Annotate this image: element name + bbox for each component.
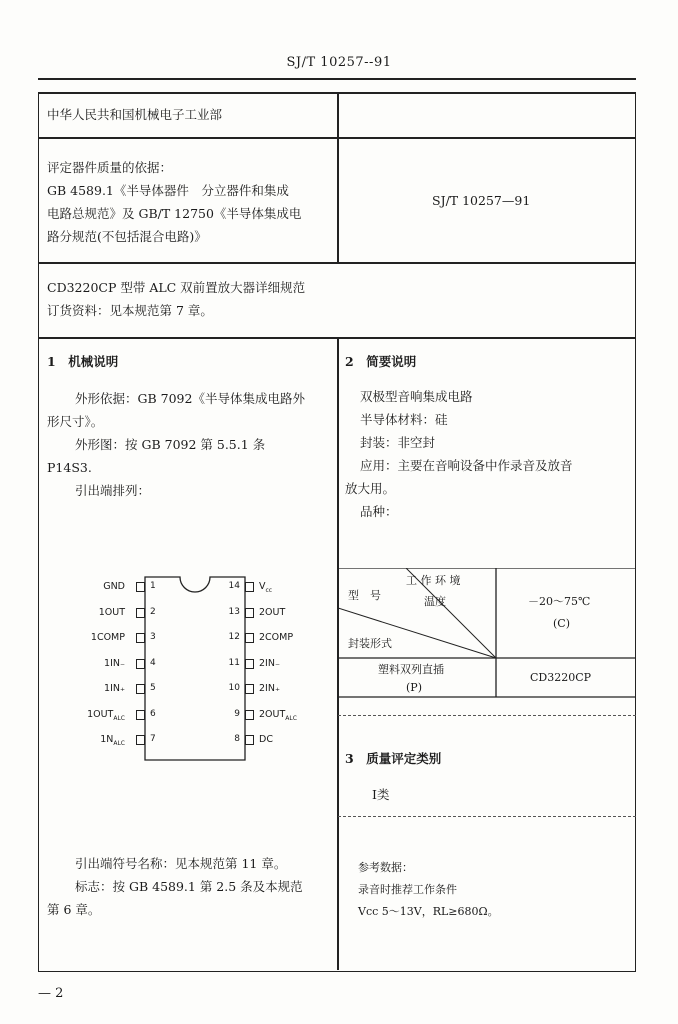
pin-label-left-4: 1IN₋: [104, 657, 125, 669]
head-pkg: 封装形式: [348, 637, 392, 650]
pin-label-right-12: 2COMP: [259, 632, 294, 643]
pin-number-2: 2: [150, 606, 156, 617]
head-env: 工 作 环 境: [406, 574, 461, 587]
s1-footer-1: 引出端符号名称：见本规范第 11 章。: [75, 856, 287, 871]
quality-class: Ⅰ类: [372, 787, 390, 802]
pkg-name: 塑料双列直插: [378, 663, 444, 676]
order-info: 订货资料：见本规范第 7 章。: [47, 303, 213, 318]
dash-rule-1: [338, 715, 636, 717]
s2-line-5: 放大用。: [345, 481, 396, 496]
basis-line-3: 路分规范(不包括混合电路)》: [47, 229, 207, 244]
pin-number-6: 6: [150, 708, 156, 719]
pin-label-left-5: 1IN₊: [104, 683, 125, 694]
s1-line-5: 引出端排列：: [75, 483, 151, 498]
s1-footer-2: 标志：按 GB 4589.1 第 2.5 条及本规范: [75, 879, 303, 894]
pin-number-5: 5: [150, 683, 156, 693]
pin-label-right-11: 2IN₋: [259, 657, 280, 669]
ref-line-1: 录音时推荐工作条件: [358, 883, 457, 896]
pin-number-1: 1: [150, 581, 156, 591]
pin-label-right-8: DC: [259, 734, 273, 745]
section2-heading: 2 简要说明: [345, 354, 417, 369]
pin-label-right-14: $V_{cc}$: [259, 581, 273, 594]
pin-number-14: 14: [228, 581, 240, 591]
s2-line-1: 双极型音响集成电路: [360, 389, 473, 404]
document-code-header: SJ/T 10257--91: [286, 55, 392, 70]
pkg-code: (P): [406, 681, 422, 694]
s1-line-3: 外形图：按 GB 7092 第 5.5.1 条: [75, 437, 266, 452]
head-type: 型 号: [348, 589, 381, 602]
pin-label-left-3: 1COMP: [90, 632, 125, 643]
s1-line-2: 形尺寸》。: [47, 414, 104, 429]
standard-code: SJ/T 10257—91: [432, 193, 531, 208]
row1-rule: [38, 137, 636, 139]
pin-label-left-1: GND: [103, 581, 125, 592]
dash-rule-2: [338, 816, 636, 818]
s2-line-3: 封装：非空封: [360, 435, 436, 450]
section1-heading: 1 机械说明: [47, 354, 119, 369]
basis-line-1: GB 4589.1《半导体器件 分立器件和集成: [47, 183, 289, 198]
pin-label-left-6: $1OUT_{ALC}$: [87, 708, 125, 722]
pin-label-left-7: $1N_{ALC}$: [100, 734, 125, 747]
ministry-text: 中华人民共和国机械电子工业部: [47, 107, 223, 122]
head-temp: 温度: [424, 595, 446, 608]
pin-number-13: 13: [228, 606, 240, 617]
spec-title: CD3220CP 型带 ALC 双前置放大器详细规范: [47, 280, 306, 295]
s1-line-4: P14S3.: [47, 460, 92, 475]
row2-rule: [38, 262, 636, 264]
pin-number-7: 7: [150, 734, 156, 744]
s2-line-4: 应用：主要在音响设备中作录音及放音: [360, 458, 573, 473]
basis-title: 评定器件质量的依据：: [47, 160, 173, 175]
variety-table: [338, 568, 636, 698]
s2-line-6: 品种：: [360, 504, 398, 519]
top-table-divider: [337, 92, 339, 262]
page-number: — 2: [38, 986, 64, 1001]
pin-number-10: 10: [228, 683, 240, 693]
section3-heading: 3 质量评定类别: [345, 751, 442, 766]
pin-number-12: 12: [228, 632, 240, 642]
s1-line-1: 外形依据：GB 7092《半导体集成电路外: [75, 391, 305, 406]
pin-number-11: 11: [228, 657, 240, 668]
pin-number-4: 4: [150, 657, 156, 668]
pin-label-right-9: $2OUT_{ALC}$: [259, 708, 297, 722]
pin-number-9: 9: [234, 708, 240, 719]
ref-line-2: Vcc 5～13V，RL≥680Ω。: [358, 905, 499, 918]
pin-label-left-2: 1OUT: [98, 606, 125, 618]
s1-footer-3: 第 6 章。: [47, 902, 101, 917]
s2-line-2: 半导体材料：硅: [360, 412, 448, 427]
temp-class: (C): [553, 617, 570, 630]
part-number: CD3220CP: [530, 671, 592, 684]
header-rule: [38, 78, 636, 80]
temp-range: －20～75℃: [528, 595, 591, 608]
pin-number-3: 3: [150, 632, 156, 642]
ref-title: 参考数据：: [358, 861, 413, 874]
basis-line-2: 电路总规范》及 GB/T 12750《半导体集成电: [47, 206, 302, 221]
pin-number-8: 8: [234, 734, 240, 744]
pin-label-right-10: 2IN₊: [259, 683, 280, 694]
pin-label-right-13: 2OUT: [259, 606, 286, 618]
